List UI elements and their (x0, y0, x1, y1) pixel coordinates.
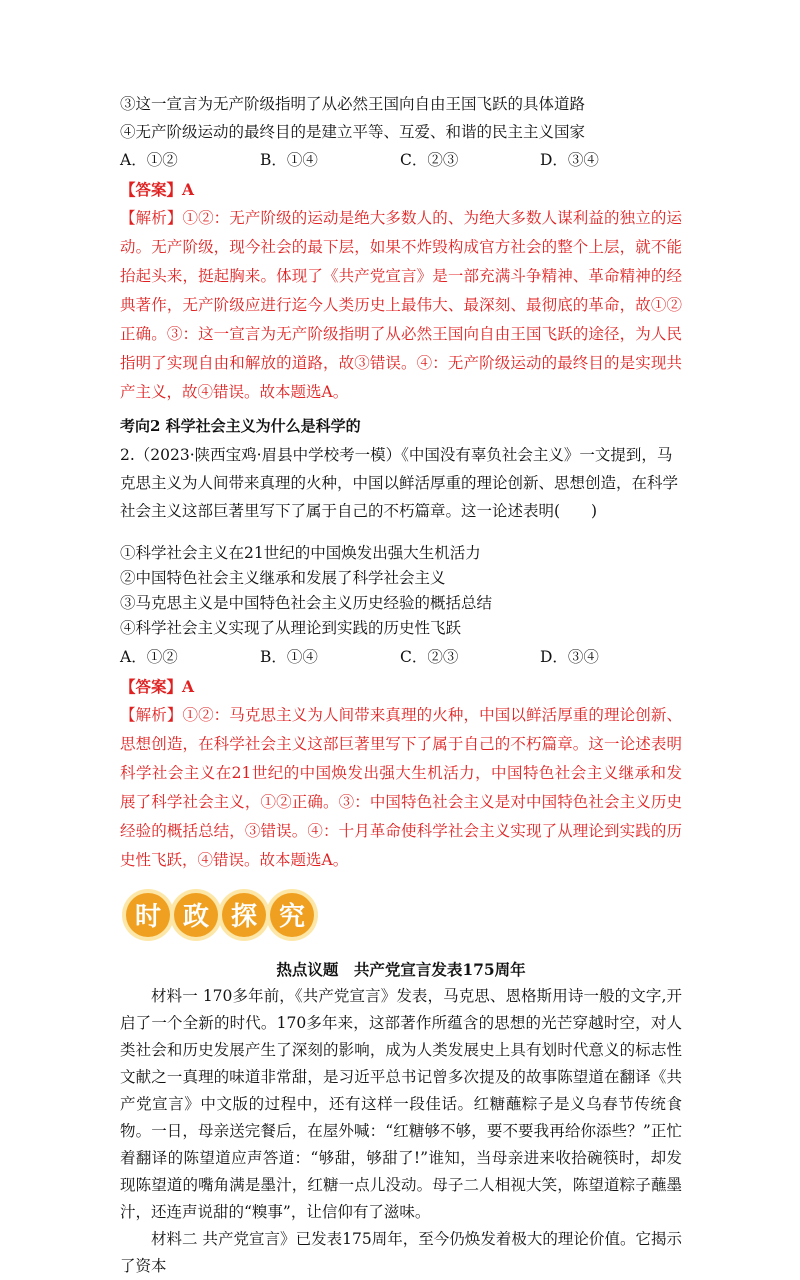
banner-char-1: 时 (126, 893, 170, 937)
hot-topic-title: 热点议题 共产党宣言发表175周年 (276, 959, 526, 979)
q1-analysis: 【解析】①②：无产阶级的运动是绝大多数人的、为绝大多数人谋利益的独立的运动。无产阶级，现今社会的最下层，如果不炸毁构成官方社会的整个上层，就不能抬起头来，挺起胸来。体现了《共产党宣言》是一部充满斗争精神、革命精神的经典著作，无产阶级应进行迄今人类历史上最伟大、最深刻、最彻底的革命，故①②正确。③：这一宣言为无产阶级指明了从必然王国向自由王国飞跃的途径，为人民指明了实现自由和解放的道路，故③错误。④：无产阶级运动的最终目的是实现共产主义，故④错误。故本题选A。 (120, 209, 682, 401)
q2-item-2: ②中国特色社会主义继承和发展了科学社会主义 (120, 568, 446, 587)
q1-answer: 【答案】A (120, 180, 195, 199)
banner-char-3: 探 (222, 893, 266, 937)
q2-option-a: A．①② (120, 647, 178, 666)
material-1: 材料一 170多年前，《共产党宣言》发表，马克思、恩格斯用诗一般的文字,开启了一个全新的时代。170多年来，这部著作所蕴含的思想的光芒穿越时空，对人类社会和历史发展产生了深刻的影响，成为人类发展史上具有划时代意义的标志性文献之一真理的味道非常甜，是习近平总书记曾多次提及的故事陈望道在翻译《共产党宣言》中文版的过程中，还有这样一段佳话。红糖蘸粽子是义乌春节传统食物。一日，母亲送完餐后，在屋外喊：“红糖够不够，要不要我再给你添些？”正忙着翻译的陈望道应声答道：“够甜，够甜了!”谁知，当母亲进来收拾碗筷时，却发现陈望道的嘴角满是墨汁，红糖一点儿没动。母子二人相视大笑，陈望道粽子蘸墨汁，还连声说甜的“糗事”，让信仰有了滋味。 (120, 986, 682, 1221)
q1-option-a: A．①② (120, 151, 178, 169)
q2-item-1: ①科学社会主义在21世纪的中国焕发出强大生机活力 (120, 543, 481, 562)
q1-item-4: ④无产阶级运动的最终目的是建立平等、互爱、和谐的民主主义国家 (120, 123, 586, 141)
q1-option-d: D．③④ (540, 151, 599, 169)
banner-char-4: 究 (270, 893, 314, 937)
q2-option-b: B．①④ (260, 647, 318, 666)
q2-item-4: ④科学社会主义实现了从理论到实践的历史性飞跃 (120, 618, 462, 637)
current-affairs-banner (120, 885, 682, 951)
q2-analysis: 【解析】①②：马克思主义为人间带来真理的火种，中国以鲜活厚重的理论创新、思想创造，在科学社会主义这部巨著里写下了属于自己的不朽篇章。这一论述表明科学社会主义在21世纪的中国焕发出强大生机活力，中国特色社会主义继承和发展了科学社会主义，①②正确。③：中国特色社会主义是对中国特色社会主义历史经验的概括总结，③错误。④：十月革命使科学社会主义实现了从理论到实践的历史性飞跃，④错误。故本题选A。 (120, 705, 682, 869)
q2-item-3: ③马克思主义是中国特色社会主义历史经验的概括总结 (120, 593, 493, 612)
q2-option-c: C．②③ (400, 647, 459, 666)
document-page (120, 92, 682, 1280)
q1-item-3: ③这一宣言为无产阶级指明了从必然王国向自由王国飞跃的具体道路 (120, 95, 586, 113)
q1-option-b: B．①④ (260, 151, 318, 169)
section-heading: 考向2 科学社会主义为什么是科学的 (120, 417, 361, 435)
q1-options (120, 148, 682, 172)
q2-stem: 2.（2023·陕西宝鸡·眉县中学校考一模）《中国没有辜负社会主义》一文提到，马克思主义为人间带来真理的火种，中国以鲜活厚重的理论创新、思想创造，在科学社会主义这部巨著里写下了属于自己的不朽篇章。这一论述表明( ) (120, 446, 679, 520)
q2-answer: 【答案】A (120, 676, 195, 696)
q1-option-c: C．②③ (400, 151, 459, 169)
q2-options (120, 645, 682, 669)
banner-char-2: 政 (174, 893, 218, 937)
material-2: 材料二 共产党宣言》已发表175周年，至今仍焕发着极大的理论价值。它揭示了资本 (120, 1229, 682, 1275)
q2-option-d: D．③④ (540, 647, 599, 666)
